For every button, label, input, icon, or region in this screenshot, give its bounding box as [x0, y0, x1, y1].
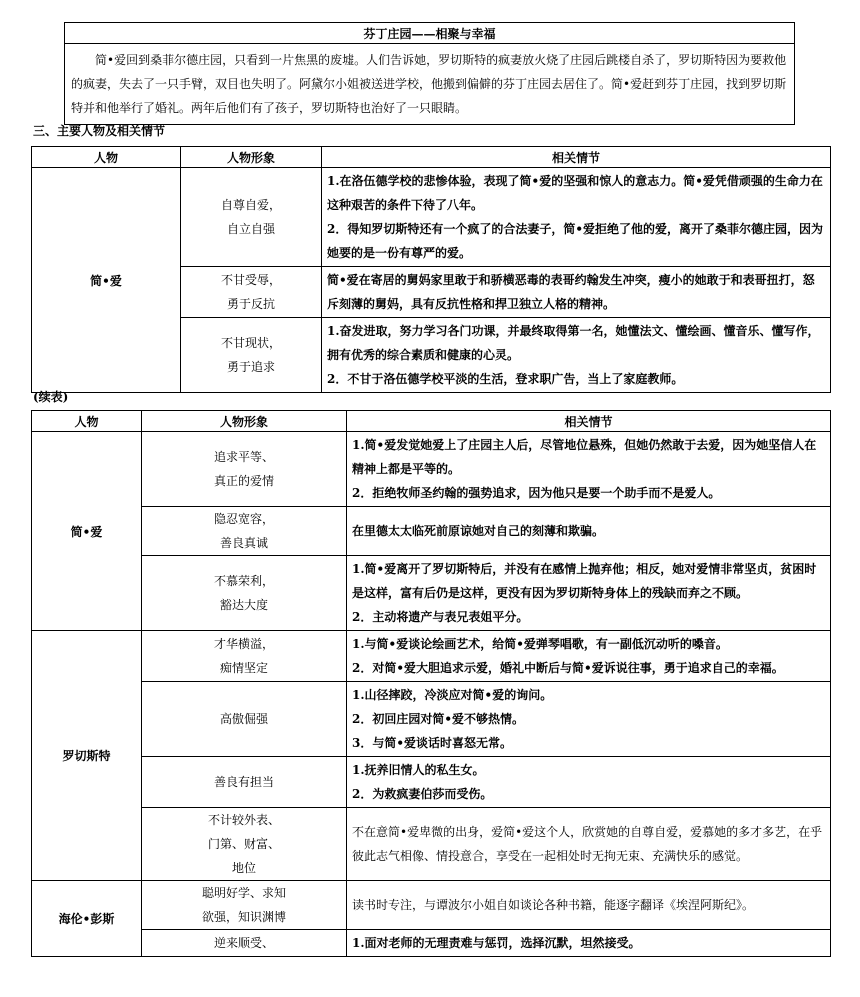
table-row: [32, 168, 831, 267]
trait-cell: 聪明好学、求知 欲强，知识渊博: [142, 881, 347, 930]
table-header: [32, 147, 831, 168]
plot-cell: 1.在洛伍德学校的悲惨体验，表现了简•爱的坚强和惊人的意志力。简•爱凭借顽强的生命力在这种艰苦的条件下待了八年。 2．得知罗切斯特还有一个疯了的合法妻子，简•爱拒绝了他的爱，离开了桑菲尔德庄园，因为她要的是一份有尊严的爱。: [322, 168, 831, 267]
intro-title: 芬丁庄园——相聚与幸福: [65, 23, 795, 44]
character-table-1: [31, 146, 831, 393]
person-cell: 海伦•彭斯: [32, 881, 142, 957]
continued-label: (续表): [33, 390, 69, 404]
header-image: 人物形象: [181, 147, 322, 168]
plot-cell: 1.奋发进取，努力学习各门功课，并最终取得第一名，她懂法文、懂绘画、懂音乐、懂写作，拥有优秀的综合素质和健康的心灵。 2．不甘于洛伍德学校平淡的生活，登求职广告，当上了家庭教师。: [322, 318, 831, 393]
trait-cell: 善良有担当: [142, 757, 347, 808]
plot-cell: 1.抚养旧情人的私生女。 2．为救疯妻伯莎而受伤。: [347, 757, 831, 808]
table-row: [32, 881, 831, 930]
table-row: [32, 432, 831, 507]
intro-text: 简•爱回到桑菲尔德庄园，只看到一片焦黑的废墟。人们告诉她，罗切斯特的疯妻放火烧了庄园后跳楼自杀了，罗切斯特因为要救他的疯妻，失去了一只手臂，双目也失明了。阿黛尔小姐被送进学校，他搬到偏僻的芬丁庄园去居住了。简•爱赶到芬丁庄园，找到罗切斯特并和他举行了婚礼。两年后他们有了孩子，罗切斯特也治好了一只眼睛。: [65, 44, 795, 125]
plot-cell: 1.面对老师的无理责难与惩罚，选择沉默，坦然接受。: [347, 930, 831, 957]
trait-cell: 不慕荣利， 豁达大度: [142, 556, 347, 631]
trait-cell: 不甘受辱， 勇于反抗: [181, 267, 322, 318]
table-row: [32, 930, 831, 957]
table-row: [32, 808, 831, 881]
table-row: [32, 507, 831, 556]
header-person: 人物: [32, 147, 181, 168]
intro-box: [64, 22, 795, 125]
header-plot: 相关情节: [322, 147, 831, 168]
section-title: 三、主要人物及相关情节: [33, 124, 166, 138]
trait-cell: 高傲倔强: [142, 682, 347, 757]
plot-cell: 1.简•爱离开了罗切斯特后，并没有在感情上抛弃他；相反，她对爱情非常坚贞，贫困时是这样，富有后仍是这样，更没有因为罗切斯特身体上的残缺而弃之不顾。 2．主动将遗产与表兄表姐平分。: [347, 556, 831, 631]
header-plot: 相关情节: [347, 411, 831, 432]
header-person: 人物: [32, 411, 142, 432]
trait-cell: 自尊自爱， 自立自强: [181, 168, 322, 267]
trait-cell: 隐忍宽容， 善良真诚: [142, 507, 347, 556]
table-header: [32, 411, 831, 432]
trait-cell: 不计较外表、 门第、财富、 地位: [142, 808, 347, 881]
plot-cell: 1.山径摔跤，冷淡应对简•爱的询问。 2．初回庄园对简•爱不够热情。 3．与简•爱谈话时喜怒无常。: [347, 682, 831, 757]
trait-cell: 追求平等、 真正的爱情: [142, 432, 347, 507]
person-cell: 罗切斯特: [32, 631, 142, 881]
table-row: [32, 556, 831, 631]
character-table-2: [31, 410, 831, 957]
table-row: [32, 757, 831, 808]
person-cell: 简•爱: [32, 168, 181, 393]
table-row: [32, 631, 831, 682]
trait-cell: 才华横溢， 痴情坚定: [142, 631, 347, 682]
trait-cell: 逆来顺受、: [142, 930, 347, 957]
plot-cell: 在里德太太临死前原谅她对自己的刻薄和欺骗。: [347, 507, 831, 556]
person-cell: 简•爱: [32, 432, 142, 631]
plot-cell: 不在意简•爱卑微的出身，爱简•爱这个人，欣赏她的自尊自爱，爱慕她的多才多艺，在乎彼此志气相像、情投意合，享受在一起相处时无拘无束、充满快乐的感觉。: [347, 808, 831, 881]
plot-cell: 简•爱在寄居的舅妈家里敢于和骄横恶毒的表哥约翰发生冲突，瘦小的她敢于和表哥扭打，怒斥刻薄的舅妈，具有反抗性格和捍卫独立人格的精神。: [322, 267, 831, 318]
table-row: [32, 682, 831, 757]
plot-cell: 读书时专注，与谭波尔小姐自如谈论各种书籍，能逐字翻译《埃涅阿斯纪》。: [347, 881, 831, 930]
header-image: 人物形象: [142, 411, 347, 432]
trait-cell: 不甘现状， 勇于追求: [181, 318, 322, 393]
plot-cell: 1.与简•爱谈论绘画艺术，给简•爱弹琴唱歌，有一副低沉动听的嗓音。 2．对简•爱大胆追求示爱，婚礼中断后与简•爱诉说往事，勇于追求自己的幸福。: [347, 631, 831, 682]
plot-cell: 1.简•爱发觉她爱上了庄园主人后，尽管地位悬殊，但她仍然敢于去爱，因为她坚信人在精神上都是平等的。 2．拒绝牧师圣约翰的强势追求，因为他只是要一个助手而不是爱人。: [347, 432, 831, 507]
